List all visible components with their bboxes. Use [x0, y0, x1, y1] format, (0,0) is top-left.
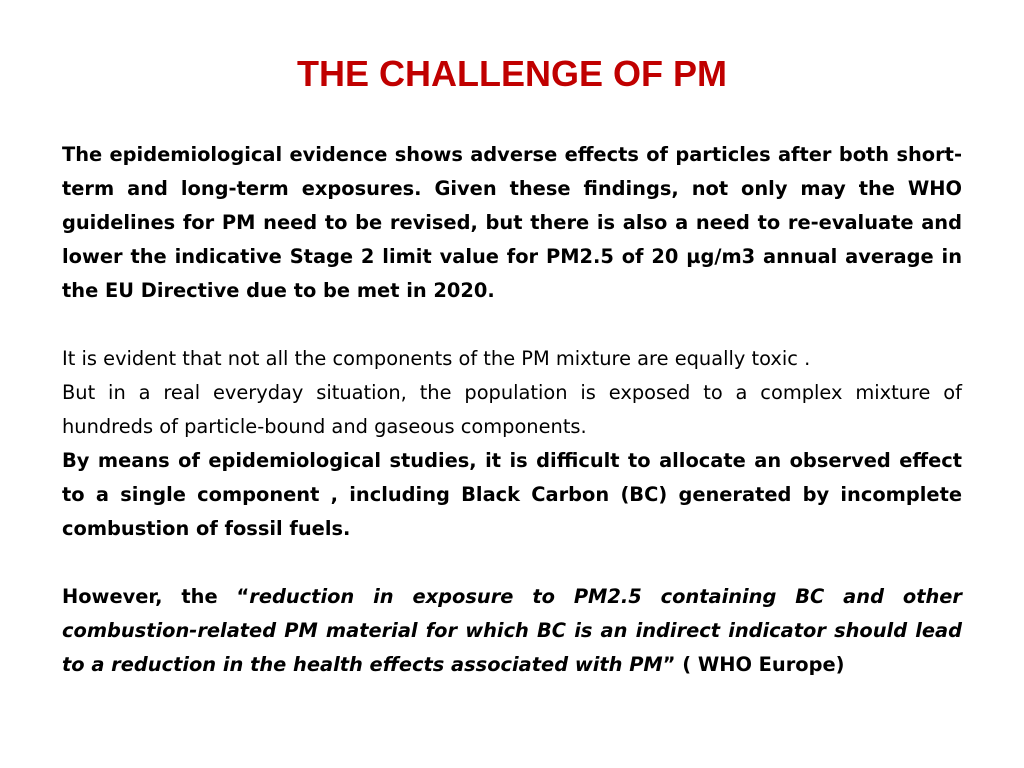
slide-title: THE CHALLENGE OF PM — [297, 53, 727, 94]
paragraph-who-quote — [62, 580, 962, 682]
paragraph-epidemiological-evidence: The epidemiological evidence shows adverse effects of particles after both short-term and long-term exposures. Given these findings, not only may the WHO guidelines for PM need to be revised, but there is also a need to re-evaluate and lower the indicative Stage 2 limit value for PM2.5 of 20 µg/m3 annual average in the EU Directive due to be met in 2020. — [62, 143, 962, 302]
slide-body — [62, 138, 962, 682]
paragraph-epidemiological-studies: By means of epidemiological studies, it is difficult to allocate an observed effect to a single component , including Black Carbon (BC) generated by incomplete combustion of fossil fuels. — [62, 449, 962, 540]
quote-lead: However, the “ — [62, 585, 250, 608]
quote-attribution: ” ( WHO Europe) — [662, 653, 845, 676]
paragraph-complex-mixture: But in a real everyday situation, the population is exposed to a complex mixture of hundreds of particle-bound and gaseous components. — [62, 381, 962, 438]
paragraph-not-equally-toxic: It is evident that not all the components of the PM mixture are equally toxic . — [62, 347, 811, 370]
quote-text: reduction in exposure to PM2.5 containing BC and other combustion-related PM material for which BC is an indirect indicator should lead to a reduction in the health effects associated with PM — [62, 585, 962, 676]
paragraph-spacer — [62, 546, 962, 580]
paragraph-spacer — [62, 308, 962, 342]
